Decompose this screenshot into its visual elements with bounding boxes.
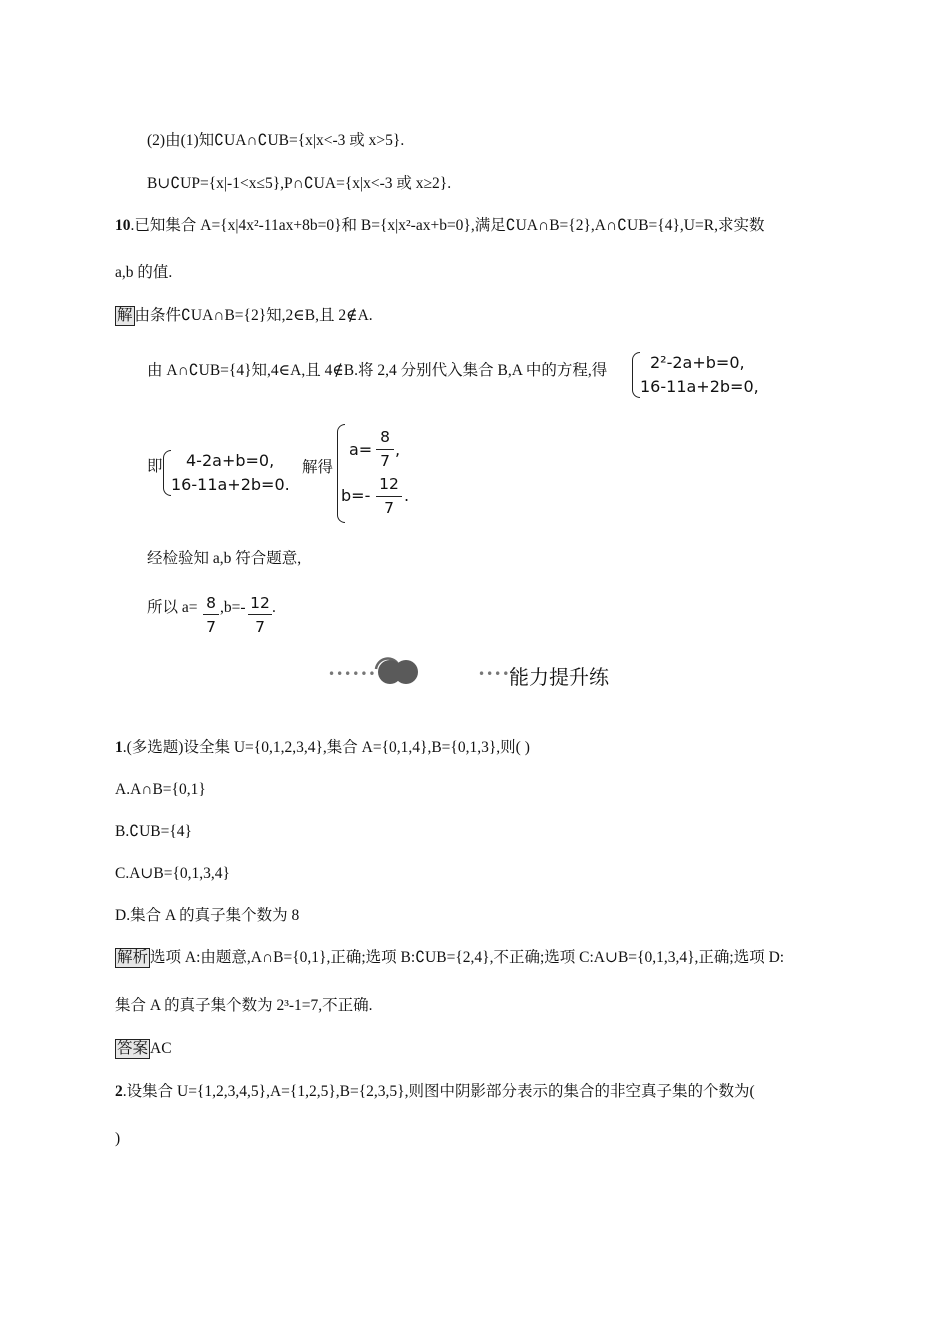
option-d: D.集合 A 的真子集个数为 8 <box>115 907 300 924</box>
solution-a-end: , <box>395 440 401 459</box>
question-10-continued: a,b 的值. <box>115 264 173 281</box>
question-number: 10 <box>115 217 131 234</box>
system-brace-1 <box>632 352 640 398</box>
solution-a-bar <box>376 449 394 450</box>
solution-b-end: . <box>404 486 410 505</box>
final-b-prefix: ,b=- <box>220 599 246 616</box>
final-end: . <box>272 599 276 616</box>
solution-brace <box>337 424 345 523</box>
solution-line-1 <box>115 305 373 327</box>
section-dots-right: ••••• <box>478 667 519 681</box>
solution-a-prefix: a= <box>349 440 373 459</box>
solution-line-3-prefix: 即 <box>147 458 163 475</box>
analysis-line-1 <box>115 947 784 969</box>
system2-eq1: 4-2a+b=0, <box>186 451 275 470</box>
final-b-den: 7 <box>255 618 265 636</box>
system2-eq2: 16-11a+2b=0. <box>171 475 290 494</box>
section-circles-icon <box>368 656 420 686</box>
final-a-num: 8 <box>206 594 216 612</box>
question-number: 2 <box>115 1083 123 1100</box>
solution-line-4: 经检验知 a,b 符合题意, <box>147 550 302 567</box>
option-c: C.A∪B={0,1,3,4} <box>115 865 230 882</box>
final-a-den: 7 <box>206 618 216 636</box>
question-2 <box>115 1081 755 1103</box>
question-number: 1 <box>115 739 123 756</box>
system1-eq2: 16-11a+2b=0, <box>640 377 759 396</box>
question-10 <box>115 215 764 237</box>
solution-b-den: 7 <box>384 499 394 517</box>
solution-text: 由条件∁UA∩B={2}知,2∈B,且 2∉A. <box>134 307 373 324</box>
section-dots-left: •••••• <box>328 667 377 681</box>
solution-b-bar <box>376 496 402 497</box>
final-b-num: 12 <box>250 594 270 612</box>
option-b: B.∁UB={4} <box>115 823 192 840</box>
solution-b-num: 12 <box>379 475 399 493</box>
system1-eq1: 2²-2a+b=0, <box>650 353 745 372</box>
solution-line-2: 由 A∩∁UB={4}知,4∈A,且 4∉B.将 2,4 分别代入集合 B,A 中的方程,得 <box>147 362 608 379</box>
system-brace-2 <box>163 450 171 496</box>
option-a: A.A∩B={0,1} <box>115 781 206 798</box>
analysis-line-2: 集合 A 的真子集个数为 2³-1=7,不正确. <box>115 997 373 1014</box>
solution-b-prefix: b=- <box>341 486 371 505</box>
section-title: 能力提升练 <box>509 665 609 689</box>
analysis-label: 解析 <box>117 949 149 966</box>
question-2-continued: ) <box>115 1130 121 1147</box>
question-1 <box>115 737 530 759</box>
answer-label: 答案 <box>117 1040 149 1057</box>
answer-value: AC <box>150 1040 172 1057</box>
line-union-intersection: B∪∁UP={x|-1<x≤5},P∩∁UA={x|x<-3 或 x≥2}. <box>147 175 452 192</box>
final-a-prefix: 所以 a= <box>147 599 198 616</box>
analysis-text: 选项 A:由题意,A∩B={0,1},正确;选项 B:∁UB={2,4},不正确;选项 C:A∪B={0,1,3,4},正确;选项 D: <box>150 949 785 966</box>
solution-a-den: 7 <box>380 452 390 470</box>
line-complement-intersection: (2)由(1)知∁UA∩∁UB={x|x<-3 或 x>5}. <box>147 132 405 149</box>
solve-label: 解得 <box>302 459 334 476</box>
solution-a-num: 8 <box>380 428 390 446</box>
question-stem: .(多选题)设全集 U={0,1,2,3,4},集合 A={0,1,4},B={0,1,3},则( ) <box>122 739 530 756</box>
answer-line <box>115 1038 172 1060</box>
final-b-bar <box>248 614 272 615</box>
solution-label: 解 <box>117 307 133 324</box>
question-stem: .设集合 U={1,2,3,4,5},A={1,2,5},B={2,3,5},则图中阴影部分表示的集合的非空真子集的个数为( <box>122 1083 755 1100</box>
question-stem: .已知集合 A={x|4x²-11ax+8b=0}和 B={x|x²-ax+b=0},满足∁UA∩B={2},A∩∁UB={4},U=R,求实数 <box>130 217 765 234</box>
final-a-bar <box>203 614 219 615</box>
